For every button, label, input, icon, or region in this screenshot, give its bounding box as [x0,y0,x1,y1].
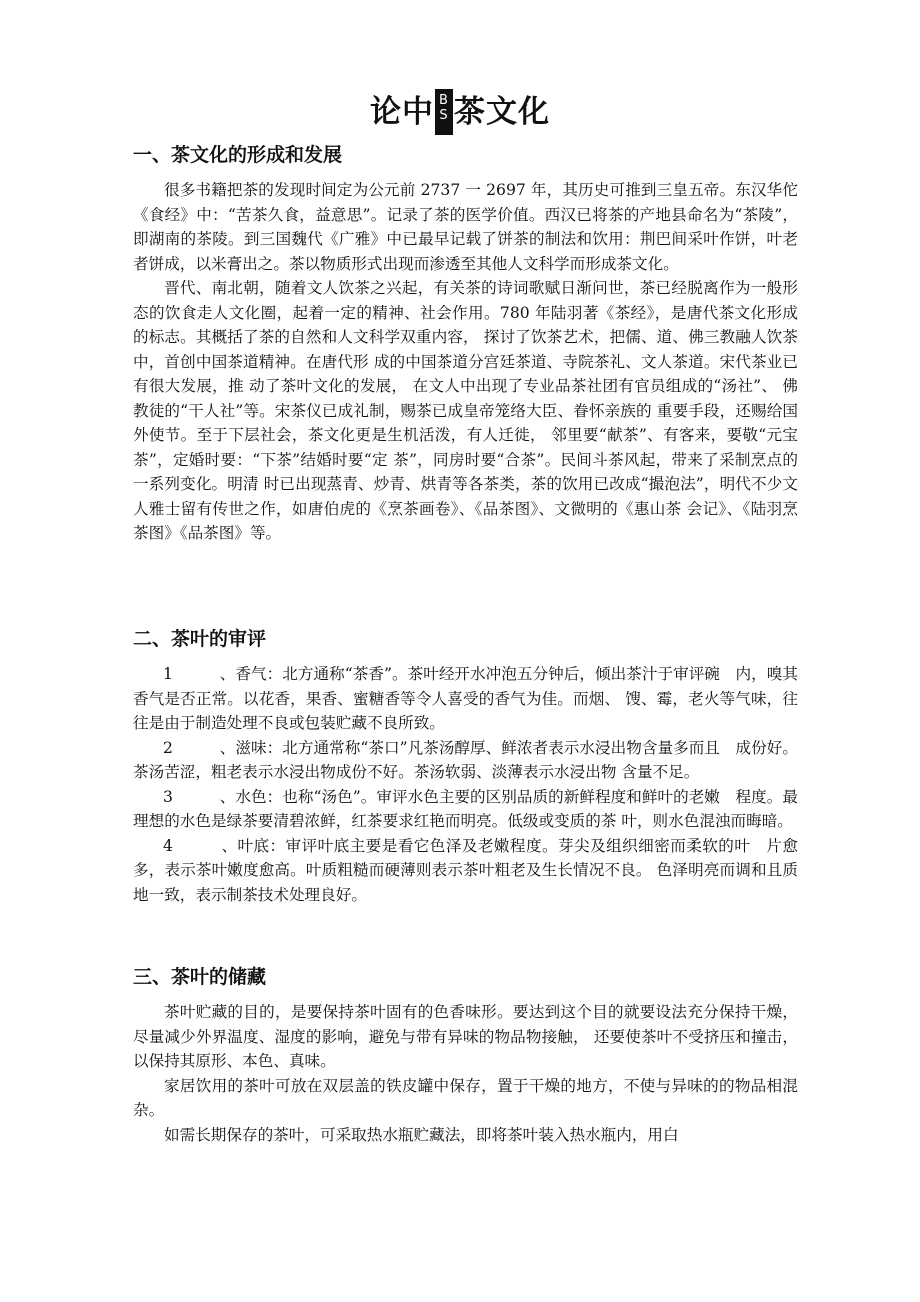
paragraph: 家居饮用的茶叶可放在双层盖的铁皮罐中保存，置于干燥的地方，不使与异味的的物品相混杂。 [133,1076,798,1119]
paragraph: 1 、香气：北方通称“茶香”。茶叶经开水冲泡五分钟后，倾出茶汁于审评碗 内，嗅其香气是否正常。以花香，果香、蜜糖香等令人喜受的香气为佳。而烟、 馊、霉，老火等气味，往往是由于制造处理不良或包装贮藏不良所致。 [133,665,798,732]
title-text-left: 论中 [370,94,434,130]
section-body-2 [133,662,798,907]
paragraph: 很多书籍把茶的发现时间定为公元前 2737 一 2697 年，其历史可推到三皇五帝。东汉华佗《食经》中：“苦茶久食，益意思”。记录了茶的医学价值。西汉已将茶的产地县命名为“茶陵”，即湖南的茶陵。到三国魏代《广雅》中已最早记载了饼茶的制法和饮用：荆巴间采叶作饼，叶老者饼成，以米膏出之。茶以物质形式出现而渗透至其他人文科学而形成茶文化。 [133,181,798,273]
paragraph: 2 、滋味：北方通常称“茶口”凡茶汤醇厚、鲜浓者表示水浸出物含量多而且 成份好。茶汤苦涩，粗老表示水浸出物成份不好。茶汤软弱、淡薄表示水浸出物 含量不足。 [133,738,798,781]
section-heading-2: 二、茶叶的审评 [133,628,267,650]
paragraph: 晋代、南北朝，随着文人饮茶之兴起，有关茶的诗词歌赋日渐问世，茶已经脱离作为一般形态的饮食走人文化圈，起着一定的精神、社会作用。780 年陆羽著《茶经》，是唐代茶文化形成的标志。其概括了茶的自然和人文科学双重内容， 探讨了饮茶艺术，把儒、道、佛三教融人饮茶中，首创中国茶道精神。在唐代形 成的中国茶道分宫廷茶道、寺院茶礼、文人茶道。宋代茶业已有很大发展，推 动了茶叶文化的发展， 在文人中出现了专业品茶社团有官员组成的“汤社”、 佛教徒的“干人社”等。宋茶仪已成礼制，赐茶已成皇帝笼络大臣、眷怀亲族的 重要手段，还赐给国外使节。至于下层社会，茶文化更是生机活泼，有人迁徙， 邻里要“献茶”、有客来，要敬“元宝茶”，定婚时要：“下茶”结婚时要“定 茶”，同房时要“合茶”。民间斗茶风起，带来了采制烹点的一系列变化。明清 时已出现蒸青、炒青、烘青等各茶类，茶的饮用已改成“撮泡法”，明代不少文 人雅士留有传世之作，如唐伯虎的《烹茶画卷》、《品茶图》、文微明的《惠山茶 会记》、《陆羽烹茶图》《品茶图》等。 [133,279,798,542]
document-title [0,86,920,137]
section-body-1 [133,178,798,546]
paragraph: 3 、水色：也称“汤色”。审评水色主要的区别品质的新鲜程度和鲜叶的老嫩 程度。最理想的水色是绿茶要清碧浓鲜，红茶要求红艳而明亮。低级或变质的茶 叶，则水色混浊而晦暗。 [133,787,798,830]
bs-stamp [435,89,453,135]
paragraph: 如需长期保存的茶叶，可采取热水瓶贮藏法，即将茶叶装入热水瓶内，用白 [164,1125,679,1144]
section-body-3 [133,1000,798,1147]
section-heading-3: 三、茶叶的储藏 [133,966,267,988]
stamp-letter-top: B [439,92,449,108]
stamp-letter-bottom: S [439,107,449,123]
section-heading-1: 一、茶文化的形成和发展 [133,144,343,166]
title-text-right: 茶文化 [454,94,550,130]
paragraph: 茶叶贮藏的目的，是要保持茶叶固有的色香味形。要达到这个目的就要设法充分保持干燥，尽量减少外界温度、湿度的影响，避免与带有异味的物品物接触， 还要使茶叶不受挤压和撞击，以保持其原形、本色、真味。 [133,1003,798,1070]
paragraph: 4 、叶底：审评叶底主要是看它色泽及老嫩程度。芽尖及组织细密而柔软的叶 片愈多，表示茶叶嫩度愈高。叶质粗糙而硬薄则表示茶叶粗老及生长情况不良。 色泽明亮而调和且质地一致，表示制茶技术处理良好。 [133,836,798,904]
